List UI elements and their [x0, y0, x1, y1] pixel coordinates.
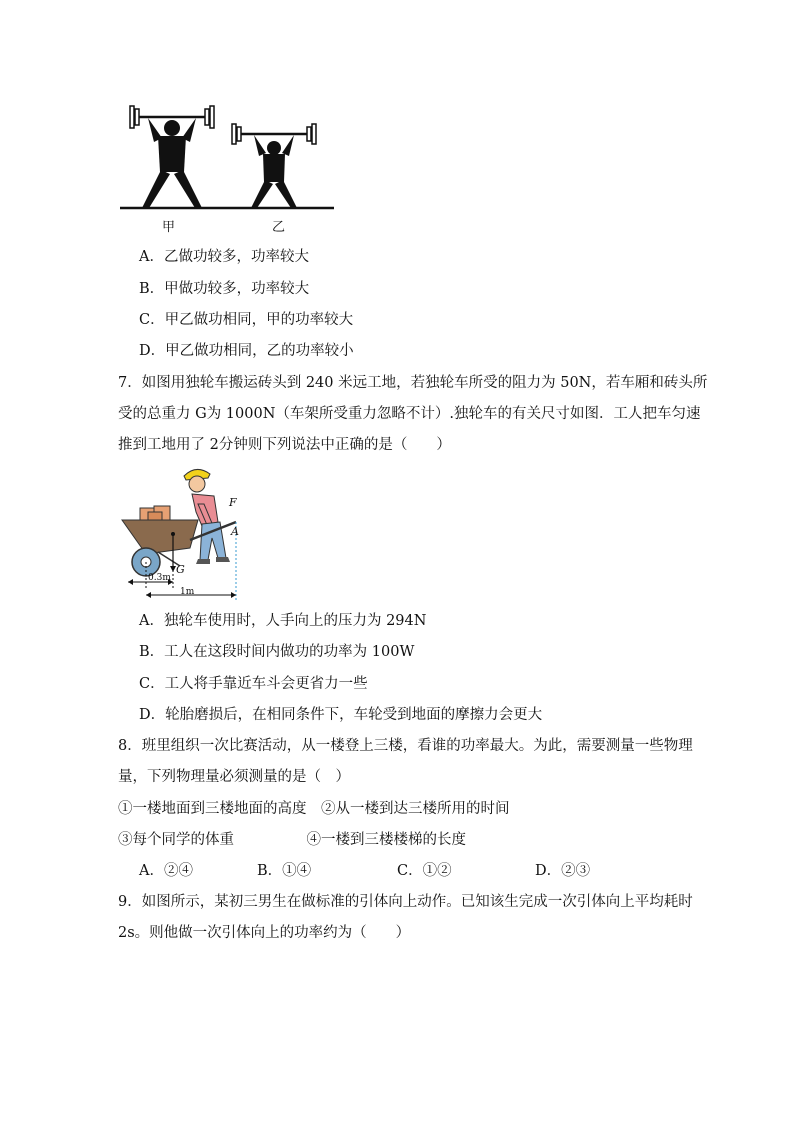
q8-items-line2: ③每个同学的体重 ④一楼到三楼楼梯的长度 [118, 832, 466, 848]
q9-stem-line1: 9．如图所示，某初三男生在做标准的引体向上动作。已知该生完成一次引体向上平均耗时 [118, 894, 693, 910]
q7-stem-line1: 7．如图用独轮车搬运砖头到 240 米远工地，若独轮车所受的阻力为 50N，若车厢和砖头所 [118, 375, 708, 391]
weightlifters-figure [118, 98, 338, 214]
worker-illustration [184, 469, 230, 564]
q8-option-c: C．①② [397, 863, 452, 879]
label-A: A [231, 525, 239, 538]
label-G: G [176, 563, 185, 576]
q8-stem-line2: 量，下列物理量必须测量的是（ ） [118, 769, 350, 785]
q8-items-line1: ①一楼地面到三楼地面的高度 ②从一楼到达三楼所用的时间 [118, 801, 510, 817]
q9-stem-line2: 2s。则他做一次引体向上的功率约为（ ） [118, 925, 411, 941]
q8-option-d: D．②③ [535, 863, 591, 879]
q8-stem-line1: 8．班里组织一次比赛活动，从一楼登上三楼，看谁的功率最大。为此，需要测量一些物理 [118, 738, 693, 754]
q8-option-a: A．②④ [139, 863, 193, 879]
q6-option-b: B．甲做功较多，功率较大 [139, 281, 310, 297]
label-F: F [229, 496, 237, 509]
label-1m: 1m [180, 587, 195, 597]
q7-option-d: D．轮胎磨损后，在相同条件下，车轮受到地面的摩擦力会更大 [139, 707, 543, 723]
q6-option-d: D．甲乙做功相同，乙的功率较小 [139, 343, 354, 359]
label-0.3m: 0.3m [148, 573, 171, 583]
q7-stem-line3: 推到工地用了 2分钟则下列说法中正确的是（ ） [118, 437, 451, 453]
q6-option-a: A．乙做功较多，功率较大 [139, 249, 309, 265]
label-jia: 甲 [162, 220, 176, 235]
q7-option-c: C．工人将手靠近车斗会更省力一些 [139, 676, 368, 692]
q7-option-a: A．独轮车使用时，人手向上的压力为 294N [139, 613, 427, 629]
q8-option-b: B．①④ [257, 863, 312, 879]
q6-option-c: C．甲乙做功相同，甲的功率较大 [139, 312, 354, 328]
q7-stem-line2: 受的总重力 G为 1000N（车架所受重力忽略不计）.独轮车的有关尺寸如图．工人把车匀速 [118, 406, 701, 422]
q7-option-b: B．工人在这段时间内做功的功率为 100W [139, 644, 415, 660]
lifter-yi [232, 124, 316, 208]
label-yi: 乙 [272, 220, 286, 235]
lifter-jia [130, 106, 214, 208]
